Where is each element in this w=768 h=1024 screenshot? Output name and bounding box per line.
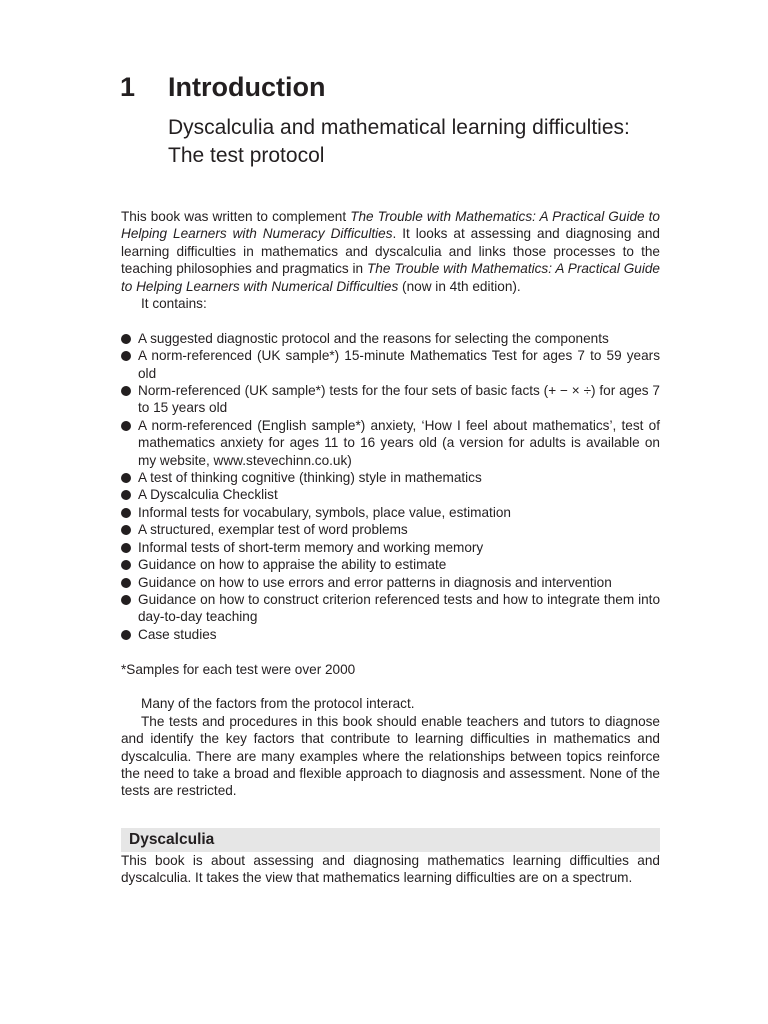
section-paragraph: This book is about assessing and diagnosing mathematics learning difficulties and dyscalculia. It takes the view that mathematics learning difficulties are on a spectrum. <box>121 852 660 886</box>
list-item: A norm-referenced (UK sample*) 15-minute Mathematics Test for ages 7 to 59 years old <box>121 347 660 382</box>
contains-line: It contains: <box>141 296 207 312</box>
bullet-icon <box>121 508 131 518</box>
bullet-icon <box>121 543 131 553</box>
bullet-icon <box>121 421 131 431</box>
chapter-subtitle: Dyscalculia and mathematical learning difficulties: The test protocol <box>168 116 630 167</box>
list-item: Guidance on how to appraise the ability to estimate <box>121 556 660 573</box>
list-item: A suggested diagnostic protocol and the reasons for selecting the components <box>121 330 660 347</box>
chapter-title: Introduction <box>168 72 326 102</box>
bullet-icon <box>121 351 131 361</box>
list-item: Informal tests for vocabulary, symbols, place value, estimation <box>121 504 660 521</box>
bullet-icon <box>121 386 131 396</box>
bullet-icon <box>121 525 131 535</box>
list-item: Case studies <box>121 626 660 643</box>
bullet-icon <box>121 595 131 605</box>
book-title-2: The Trouble with Mathematics: A Practical Guide to Helping Learners with Numerical Difficulties <box>121 261 660 294</box>
contents-list <box>121 330 660 643</box>
section-heading: Dyscalculia <box>121 828 660 852</box>
book-title-1: The Trouble with Mathematics: A Practical Guide to Helping Learners with Numeracy Difficulties <box>121 209 660 242</box>
bullet-icon <box>121 473 131 483</box>
body-text <box>121 208 660 887</box>
list-item: Norm-referenced (UK sample*) tests for the four sets of basic facts (+ − × ÷) for ages 7 to 15 years old <box>121 382 660 417</box>
intro-text-b: . It looks at assessing and diagnosing and learning difficulties in mathematics and dyscalculia and links those processes to the teaching philosophies and pragmatics in <box>121 226 660 277</box>
intro-text-a: This book was written to complement <box>121 209 351 224</box>
list-item: A Dyscalculia Checklist <box>121 486 660 503</box>
paragraph-factors: Many of the factors from the protocol interact. <box>141 696 415 712</box>
intro-text-c: (now in 4th edition). <box>398 278 521 294</box>
chapter-number: 1 <box>120 72 136 102</box>
footnote: *Samples for each test were over 2000 <box>121 661 356 677</box>
list-item: A norm-referenced (English sample*) anxiety, ‘How I feel about mathematics’, test of mathematics anxiety for ages 11 to 16 years old (a version for adults is available on my website, www.stevechinn.co.uk) <box>121 417 660 469</box>
bullet-icon <box>121 560 131 570</box>
bullet-icon <box>121 490 131 500</box>
bullet-icon <box>121 630 131 640</box>
bullet-icon <box>121 334 131 344</box>
list-item: Informal tests of short-term memory and working memory <box>121 539 660 556</box>
bullet-icon <box>121 578 131 588</box>
paragraph-tests: The tests and procedures in this book should enable teachers and tutors to diagnose and identify the key factors that contribute to learning difficulties in mathematics and dyscalculia. There are many examples where the relationships between topics reinforce the need to take a broad and flexible approach to diagnosis and assessment. None of the tests are restricted. <box>121 713 660 799</box>
list-item: A test of thinking cognitive (thinking) style in mathematics <box>121 469 660 486</box>
list-item: Guidance on how to construct criterion referenced tests and how to integrate them into day-to-day teaching <box>121 591 660 626</box>
list-item: Guidance on how to use errors and error patterns in diagnosis and intervention <box>121 574 660 591</box>
intro-paragraph <box>121 208 660 295</box>
list-item: A structured, exemplar test of word problems <box>121 521 660 538</box>
